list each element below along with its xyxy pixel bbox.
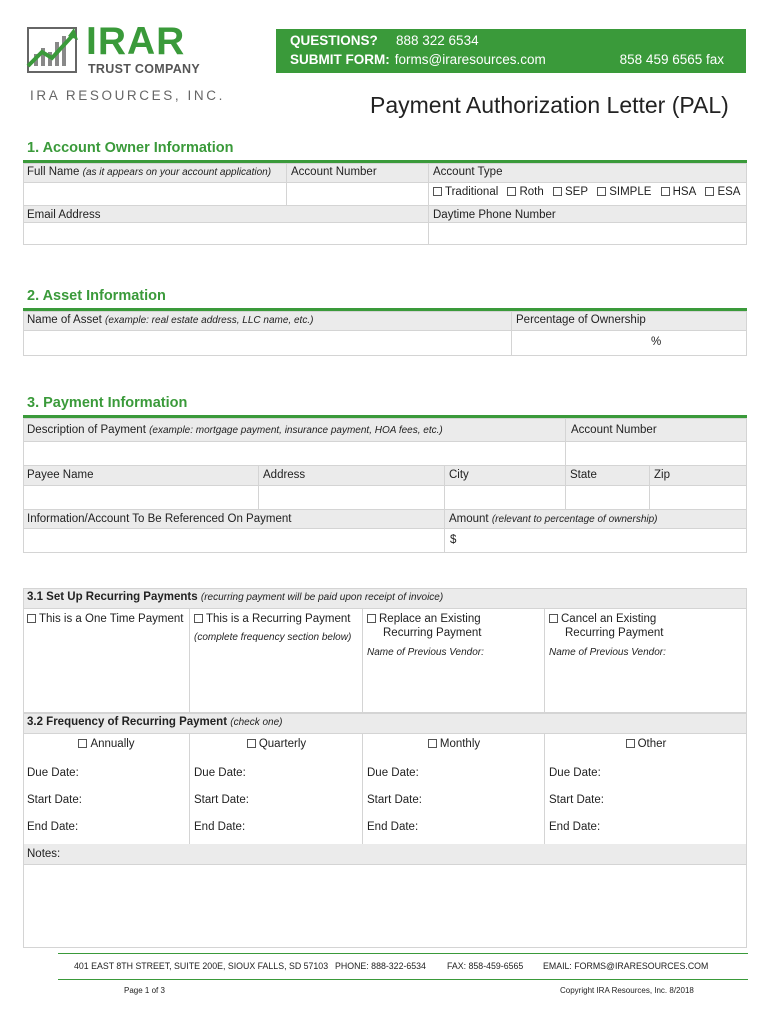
footer-email: EMAIL: FORMS@IRARESOURCES.COM bbox=[543, 961, 709, 971]
dollar-sign: $ bbox=[450, 534, 457, 546]
city-label: City bbox=[445, 466, 566, 486]
account-type-options bbox=[429, 183, 747, 206]
state-label: State bbox=[566, 466, 650, 486]
full-name-label: Full Name (as it appears on your account application) bbox=[23, 163, 287, 183]
account-number-label: Account Number bbox=[287, 163, 429, 183]
account-type-sep[interactable]: SEP bbox=[553, 186, 588, 198]
footer-divider bbox=[58, 953, 748, 954]
frequency-other[interactable]: Other bbox=[545, 738, 747, 750]
asset-grid bbox=[23, 311, 747, 356]
reference-field[interactable] bbox=[23, 529, 445, 553]
percent-sign: % bbox=[651, 336, 662, 348]
fax-number: 858 459 6565 fax bbox=[619, 52, 724, 67]
annually-start-date[interactable]: Start Date: bbox=[27, 794, 82, 806]
other-due-date[interactable]: Due Date: bbox=[549, 767, 601, 779]
checkbox-icon[interactable] bbox=[27, 614, 36, 623]
full-name-field[interactable] bbox=[23, 183, 287, 206]
checkbox-icon[interactable] bbox=[705, 187, 714, 196]
account-owner-grid bbox=[23, 163, 747, 245]
frequency-grid bbox=[23, 713, 747, 948]
quarterly-start-date[interactable]: Start Date: bbox=[194, 794, 249, 806]
page-number: Page 1 of 3 bbox=[124, 986, 165, 995]
logo-subtitle: TRUST COMPANY bbox=[88, 62, 200, 76]
asset-name-field[interactable] bbox=[23, 331, 512, 356]
section3-title: 3. Payment Information bbox=[27, 395, 188, 411]
checkbox-icon[interactable] bbox=[433, 187, 442, 196]
questions-phone: 888 322 6534 bbox=[396, 33, 479, 48]
footer-phone: PHONE: 888-322-6534 bbox=[335, 961, 426, 971]
checkbox-icon[interactable] bbox=[626, 739, 635, 748]
zip-field[interactable] bbox=[650, 486, 747, 510]
account-type-traditional[interactable]: Traditional bbox=[433, 186, 498, 198]
footer-fax: FAX: 858-459-6565 bbox=[447, 961, 524, 971]
frequency-quarterly[interactable]: Quarterly bbox=[190, 738, 363, 750]
checkbox-icon[interactable] bbox=[661, 187, 670, 196]
quarterly-due-date[interactable]: Due Date: bbox=[194, 767, 246, 779]
quarterly-end-date[interactable]: End Date: bbox=[194, 821, 246, 833]
checkbox-icon[interactable] bbox=[78, 739, 87, 748]
payment-account-number-field[interactable] bbox=[566, 442, 747, 466]
email-label: Email Address bbox=[23, 206, 429, 223]
account-type-roth[interactable]: Roth bbox=[507, 186, 543, 198]
checkbox-icon[interactable] bbox=[247, 739, 256, 748]
other-start-date[interactable]: Start Date: bbox=[549, 794, 604, 806]
questions-label: QUESTIONS? bbox=[290, 33, 378, 48]
monthly-end-date[interactable]: End Date: bbox=[367, 821, 419, 833]
account-type-hsa[interactable]: HSA bbox=[661, 186, 697, 198]
payee-name-label: Payee Name bbox=[23, 466, 259, 486]
frequency-annually[interactable]: Annually bbox=[23, 738, 190, 750]
account-number-field[interactable] bbox=[287, 183, 429, 206]
monthly-due-date[interactable]: Due Date: bbox=[367, 767, 419, 779]
payment-description-field[interactable] bbox=[23, 442, 566, 466]
annually-end-date[interactable]: End Date: bbox=[27, 821, 79, 833]
footer-address: 401 EAST 8TH STREET, SUITE 200E, SIOUX FALLS, SD 57103 bbox=[74, 961, 329, 971]
reference-label: Information/Account To Be Referenced On Payment bbox=[23, 510, 445, 529]
phone-field[interactable] bbox=[429, 223, 747, 245]
amount-field[interactable] bbox=[445, 529, 747, 553]
recurring-option[interactable]: This is a Recurring Payment (complete frequency section below) bbox=[190, 609, 363, 713]
ownership-label: Percentage of Ownership bbox=[512, 311, 747, 331]
monthly-start-date[interactable]: Start Date: bbox=[367, 794, 422, 806]
checkbox-icon[interactable] bbox=[553, 187, 562, 196]
company-tagline: IRA RESOURCES, INC. bbox=[30, 88, 225, 103]
checkbox-icon[interactable] bbox=[507, 187, 516, 196]
account-type-esa[interactable]: ESA bbox=[705, 186, 740, 198]
checkbox-icon[interactable] bbox=[194, 614, 203, 623]
section1-title: 1. Account Owner Information bbox=[27, 140, 234, 156]
payment-account-number-label: Account Number bbox=[566, 418, 747, 442]
address-field[interactable] bbox=[259, 486, 445, 510]
payee-name-field[interactable] bbox=[23, 486, 259, 510]
section2-title: 2. Asset Information bbox=[27, 288, 166, 304]
frequency-monthly[interactable]: Monthly bbox=[363, 738, 545, 750]
checkbox-icon[interactable] bbox=[549, 614, 558, 623]
cancel-option[interactable]: Cancel an Existing Recurring Payment Name of Previous Vendor: bbox=[545, 609, 747, 713]
payment-description-label: Description of Payment (example: mortgage payment, insurance payment, HOA fees, etc.) bbox=[23, 418, 566, 442]
account-type-label: Account Type bbox=[429, 163, 747, 183]
footer-divider-2 bbox=[58, 979, 748, 980]
checkbox-icon[interactable] bbox=[428, 739, 437, 748]
ownership-field[interactable] bbox=[512, 331, 747, 356]
phone-label: Daytime Phone Number bbox=[429, 206, 747, 223]
checkbox-icon[interactable] bbox=[597, 187, 606, 196]
email-field[interactable] bbox=[23, 223, 429, 245]
state-field[interactable] bbox=[566, 486, 650, 510]
copyright: Copyright IRA Resources, Inc. 8/2018 bbox=[560, 986, 694, 995]
contact-bar bbox=[276, 29, 746, 73]
notes-label: Notes: bbox=[23, 844, 747, 865]
page-title: Payment Authorization Letter (PAL) bbox=[370, 92, 729, 118]
recurring-header: 3.1 Set Up Recurring Payments (recurring payment will be paid upon receipt of invoice) bbox=[23, 588, 747, 609]
notes-field[interactable] bbox=[23, 865, 747, 948]
zip-label: Zip bbox=[650, 466, 747, 486]
address-label: Address bbox=[259, 466, 445, 486]
one-time-option[interactable]: This is a One Time Payment bbox=[23, 609, 190, 713]
submit-email: forms@iraresources.com bbox=[394, 52, 546, 67]
account-type-simple[interactable]: SIMPLE bbox=[597, 186, 651, 198]
logo-text: IRAR bbox=[86, 20, 186, 63]
other-end-date[interactable]: End Date: bbox=[549, 821, 601, 833]
submit-label: SUBMIT FORM: bbox=[290, 52, 390, 67]
recurring-grid bbox=[23, 588, 747, 713]
irar-logo bbox=[24, 20, 224, 78]
annually-due-date[interactable]: Due Date: bbox=[27, 767, 79, 779]
payment-grid bbox=[23, 418, 747, 553]
replace-option[interactable]: Replace an Existing Recurring Payment Name of Previous Vendor: bbox=[363, 609, 545, 713]
asset-name-label: Name of Asset (example: real estate address, LLC name, etc.) bbox=[23, 311, 512, 331]
frequency-header: 3.2 Frequency of Recurring Payment (check one) bbox=[23, 713, 747, 734]
city-field[interactable] bbox=[445, 486, 566, 510]
checkbox-icon[interactable] bbox=[367, 614, 376, 623]
amount-label: Amount (relevant to percentage of ownership) bbox=[445, 510, 747, 529]
